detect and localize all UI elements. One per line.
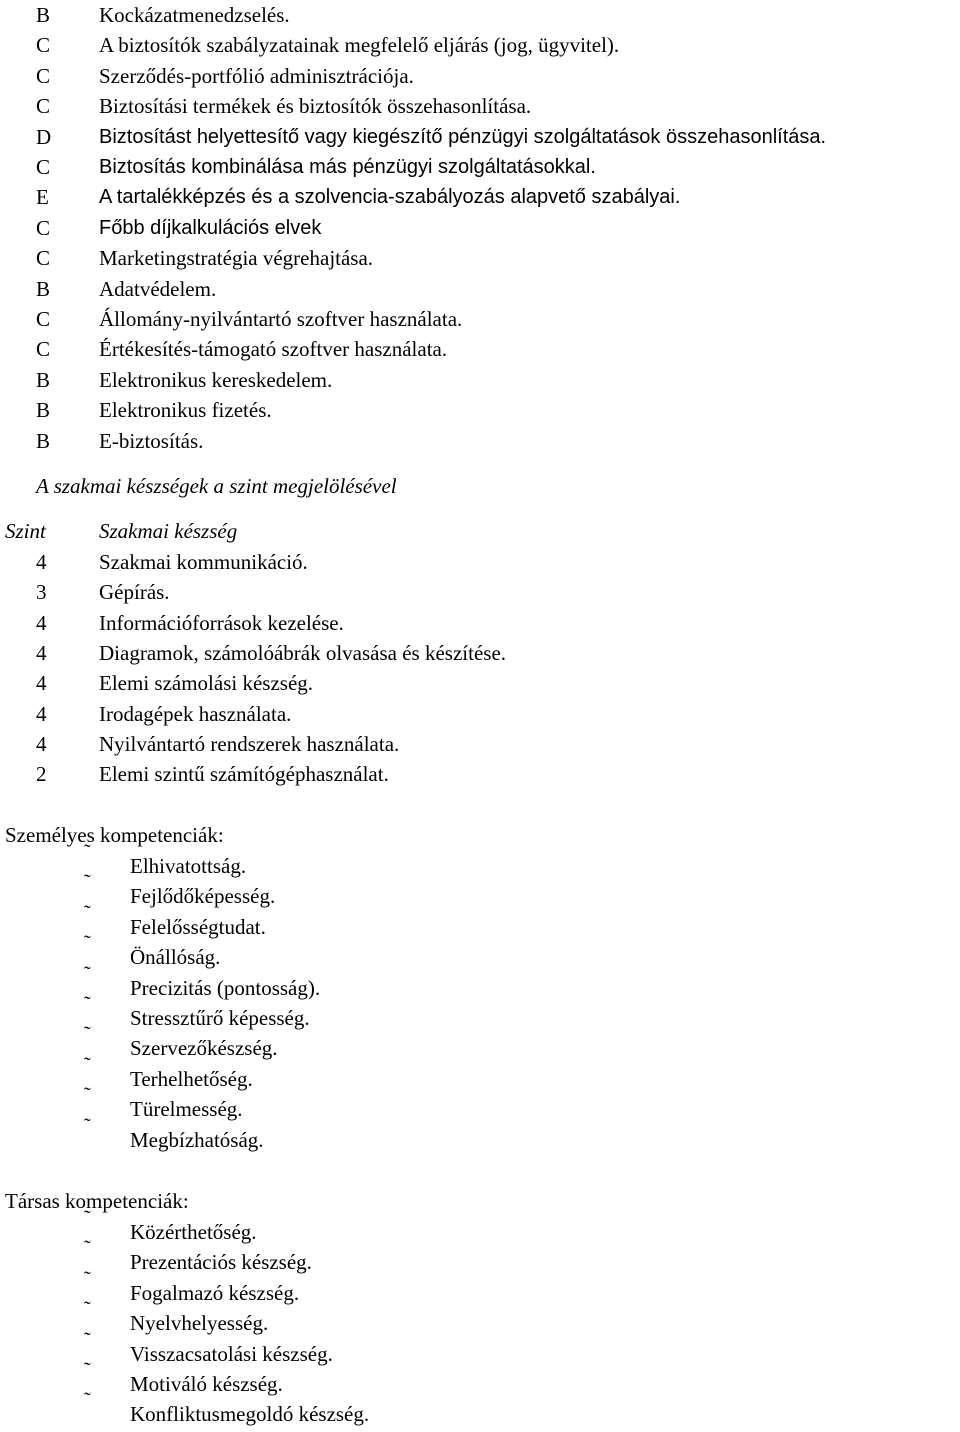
skill-level: 4 — [36, 610, 47, 635]
skill-text: Elemi szintű számítógéphasználat. — [99, 762, 389, 787]
competency-text: Terhelhetőség. — [130, 1066, 253, 1091]
skill-level: 3 — [36, 580, 47, 605]
tilde-bullet-icon: ˜ — [84, 1114, 91, 1137]
tilde-bullet-icon: ˜ — [84, 841, 91, 863]
skill-level: 2 — [36, 762, 47, 787]
skill-level: 4 — [36, 701, 47, 726]
knowledge-level: B — [36, 276, 51, 301]
skill-level: 4 — [36, 550, 47, 574]
tilde-bullet-icon: ˜ — [84, 1267, 91, 1290]
knowledge-level: B — [36, 398, 51, 423]
column-header-level: Szint — [5, 519, 46, 543]
knowledge-text: Adatvédelem. — [99, 276, 217, 301]
tilde-bullet-icon: ˜ — [84, 1023, 91, 1046]
skill-text: Irodagépek használata. — [99, 701, 292, 726]
knowledge-text: Értékesítés-támogató szoftver használata. — [99, 337, 448, 362]
tilde-bullet-icon: ˜ — [84, 1053, 91, 1076]
competency-text: Nyelvhelyesség. — [130, 1311, 269, 1336]
skill-text: Szakmai kommunikáció. — [99, 550, 308, 574]
competency-text: Fejlődőképesség. — [130, 884, 276, 909]
knowledge-text: A biztosítók szabályzatainak megfelelő eljárás (jog, ügyvitel). — [99, 33, 620, 58]
competency-text: Szervezőkészség. — [130, 1036, 278, 1061]
knowledge-text: Elektronikus kereskedelem. — [99, 367, 333, 392]
tilde-bullet-icon: ˜ — [84, 962, 91, 985]
tilde-bullet-icon: ˜ — [84, 871, 91, 894]
knowledge-text: Szerződés-portfólió adminisztrációja. — [99, 63, 414, 88]
tilde-bullet-icon: ˜ — [84, 993, 91, 1015]
knowledge-level: E — [36, 185, 49, 210]
tilde-bullet-icon: ˜ — [84, 1237, 91, 1260]
knowledge-text: E-biztosítás. — [99, 428, 204, 453]
competency-text: Türelmesség. — [130, 1097, 243, 1122]
skills-heading: A szakmai készségek a szint megjelölésével — [36, 474, 397, 498]
knowledge-text: Kockázatmenedzselés. — [99, 3, 290, 27]
competency-text: Prezentációs készség. — [130, 1250, 312, 1275]
tilde-bullet-icon: ˜ — [84, 1298, 91, 1321]
knowledge-level: C — [36, 155, 51, 179]
competency-text: Konfliktusmegoldó készség. — [130, 1402, 370, 1427]
knowledge-text: Főbb díjkalkulációs elvek — [99, 216, 322, 239]
social-competencies-title: Társas kompetenciák: — [5, 1189, 189, 1213]
skill-text: Diagramok, számolóábrák olvasása és készítése. — [99, 640, 507, 665]
tilde-bullet-icon: ˜ — [84, 1084, 91, 1107]
knowledge-text: Biztosítás kombinálása más pénzügyi szolgáltatásokkal. — [99, 156, 596, 178]
knowledge-text: Marketingstratégia végrehajtása. — [99, 246, 374, 271]
competency-text: Elhivatottság. — [130, 854, 247, 878]
competency-text: Önállóság. — [130, 945, 221, 970]
knowledge-level: C — [36, 94, 51, 119]
knowledge-text: Biztosítási termékek és biztosítók összehasonlítása. — [99, 94, 532, 119]
skill-level: 4 — [36, 640, 47, 665]
competency-text: Fogalmazó készség. — [130, 1280, 300, 1305]
column-header-skill: Szakmai készség — [99, 519, 238, 543]
skill-level: 4 — [36, 671, 47, 696]
tilde-bullet-icon: ˜ — [84, 1207, 91, 1229]
knowledge-level: B — [36, 428, 51, 453]
tilde-bullet-icon: ˜ — [84, 932, 91, 955]
competency-text: Megbízhatóság. — [130, 1127, 264, 1152]
knowledge-level: D — [36, 124, 52, 149]
competency-text: Stressztűrő képesség. — [130, 1006, 310, 1030]
knowledge-level: B — [36, 367, 51, 392]
personal-competencies-title: Személyes kompetenciák: — [5, 823, 224, 847]
knowledge-text: Biztosítást helyettesítő vagy kiegészítő pénzügyi szolgáltatások összehasonlítása. — [99, 125, 827, 148]
knowledge-level: C — [36, 337, 51, 362]
knowledge-text: Elektronikus fizetés. — [99, 398, 272, 423]
knowledge-level: C — [36, 63, 51, 88]
tilde-bullet-icon: ˜ — [84, 1359, 91, 1381]
skill-text: Elemi számolási készség. — [99, 671, 314, 696]
tilde-bullet-icon: ˜ — [84, 901, 91, 924]
competency-text: Felelősségtudat. — [130, 914, 266, 939]
skill-text: Információforrások kezelése. — [99, 610, 344, 635]
tilde-bullet-icon: ˜ — [84, 1389, 91, 1412]
knowledge-level: C — [36, 215, 51, 240]
skill-text: Gépírás. — [99, 580, 170, 605]
skill-level: 4 — [36, 731, 47, 756]
knowledge-level: C — [36, 246, 51, 271]
skill-text: Nyilvántartó rendszerek használata. — [99, 731, 400, 756]
competency-text: Precizitás (pontosság). — [130, 975, 321, 1000]
knowledge-text: A tartalékképzés és a szolvencia-szabályozás alapvető szabályai. — [99, 186, 681, 209]
competency-text: Közérthetőség. — [130, 1220, 257, 1244]
knowledge-level: C — [36, 33, 51, 58]
tilde-bullet-icon: ˜ — [84, 1328, 91, 1351]
knowledge-level: C — [36, 307, 51, 331]
competency-text: Visszacsatolási készség. — [130, 1341, 333, 1366]
competency-text: Motiváló készség. — [130, 1372, 283, 1396]
knowledge-text: Állomány-nyilvántartó szoftver használata. — [99, 307, 463, 331]
knowledge-level: B — [36, 3, 51, 27]
